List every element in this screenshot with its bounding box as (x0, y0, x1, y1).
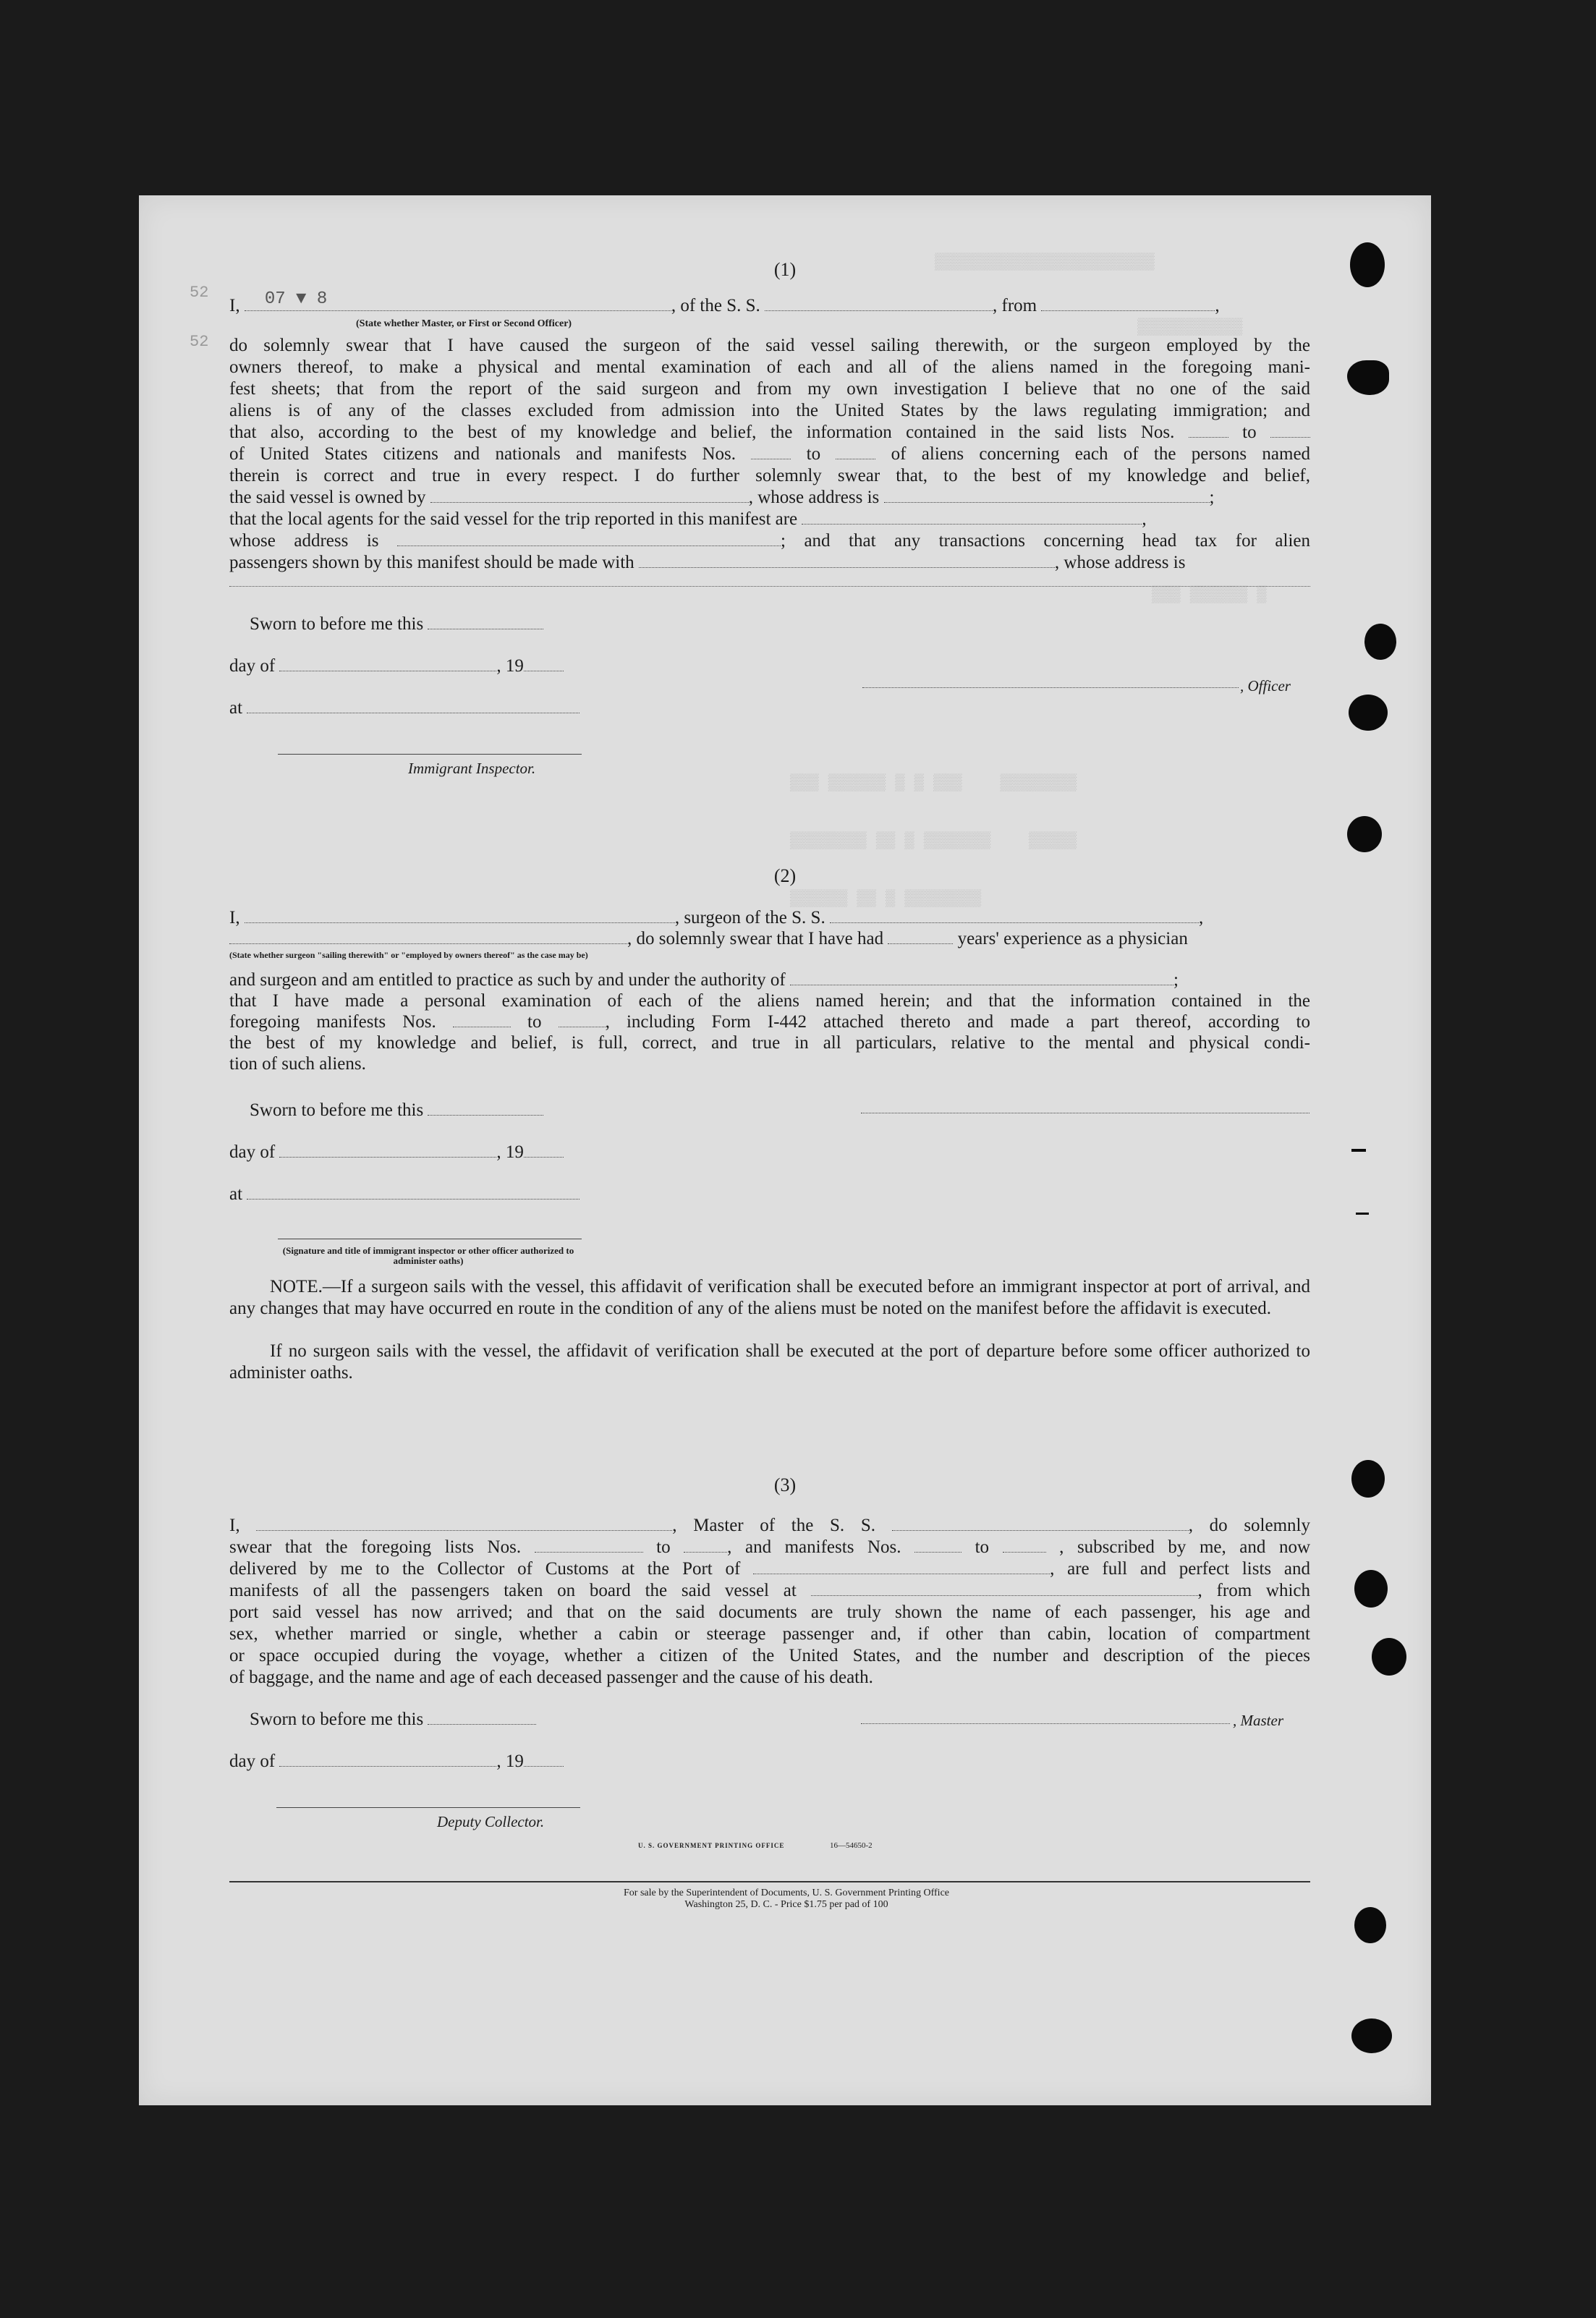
s1-line-9: the said vessel is owned by , whose address is ; (229, 488, 1215, 507)
s3-line-4: manifests of all the passengers taken on board the said vessel at , from which (229, 1581, 1310, 1600)
s1-line-11: whose address is ; and that any transactions concerning head tax for alien (229, 531, 1310, 551)
sale-line-2: Washington 25, D. C. - Price $1.75 per pad of 100 (684, 1899, 888, 1910)
s2-sworn: Sworn to before me this (250, 1100, 684, 1121)
margin-tick (1356, 1213, 1369, 1215)
s2-line-1: I, , surgeon of the S. S. , (229, 908, 1204, 927)
handwritten-mark: 07 ▼ 8 (264, 289, 328, 309)
s1-day: day of , 19 (229, 655, 663, 677)
s1-line-2: do solemnly swear that I have caused the surgeon of the said vessel sailing therewith, or the surgeon employed by the (229, 336, 1310, 355)
s1-line-8: therein is correct and true in every respect. I do further solemnly swear that, to the best of my knowledge and belief, (229, 466, 1310, 485)
s2-line-6: the best of my knowledge and belief, is full, correct, and true in all particulars, relative to the mental and physical condi- (229, 1033, 1310, 1053)
s2-line-4: that I have made a personal examination of each of the aliens named herein; and that the information contained in the (229, 991, 1310, 1011)
s3-line-5: port said vessel has now arrived; and that on the said documents are truly shown the name of each passenger, his age and (229, 1602, 1310, 1622)
s1-inspector-label: Immigrant Inspector. (408, 760, 536, 777)
footer-rule (229, 1881, 1310, 1882)
bleed-through-text: ▒▒▒ ▒▒▒▒▒▒ ▒ ▒ ▒▒▒ ▒▒▒▒▒▒▒▒ (790, 774, 1077, 792)
s1-line-3: owners thereof, to make a physical and mental examination of each and all of the aliens named in the foregoing mani- (229, 357, 1310, 377)
s1-divider-line (229, 586, 1310, 587)
margin-mark: 52 (190, 333, 209, 351)
bleed-through-text: ▒▒▒▒▒▒▒▒▒▒▒▒▒▒▒▒▒▒▒▒▒▒▒ (935, 253, 1155, 271)
bleed-through-text: ▒▒▒▒▒▒ ▒▒ ▒ ▒▒▒▒▒▒▒▒ (790, 890, 982, 908)
s1-officer-label: , Officer (1240, 677, 1291, 695)
bleed-through-text: ▒▒▒▒▒▒▒▒▒▒▒ (1137, 318, 1243, 336)
punch-hole (1349, 695, 1388, 731)
punch-hole (1354, 1570, 1388, 1608)
s2-note-2: If no surgeon sails with the vessel, the affidavit of verification shall be executed at the port of departure before some officer authorized to administer oaths. (229, 1341, 1310, 1383)
section-1-number: (1) (773, 259, 797, 280)
s2-line-5: foregoing manifests Nos. to , including Form I-442 attached thereto and made a part thereof, according to (229, 1012, 1311, 1032)
s1-line-6: that also, according to the best of my knowledge and belief, the information contained in the said lists Nos. to (229, 422, 1310, 443)
s1-line-4: fest sheets; that from the report of the said surgeon and from my own investigation I believe that no one of the said (229, 379, 1310, 399)
s3-master-line (861, 1723, 1230, 1724)
s3-line-3: delivered by me to the Collector of Customs at the Port of , are full and perfect lists and (229, 1559, 1311, 1579)
s1-line-7: of United States citizens and nationals and manifests Nos. to of aliens concerning each of the persons named (229, 444, 1311, 464)
s2-caption: (State whether surgeon "sailing therewith" or "employed by owners thereof" as the case may be) (229, 950, 588, 960)
punch-hole (1364, 624, 1396, 660)
document-page (139, 195, 1431, 2105)
s3-sworn: Sworn to before me this (250, 1709, 684, 1731)
s2-note-1: NOTE.—If a surgeon sails with the vessel, this affidavit of verification shall be executed before an immigrant inspector at port of arrival, and any changes that may have occurred en route in the condition of any of the aliens must be noted on the manifest before the affidavit is executed. (229, 1277, 1310, 1318)
punch-hole (1351, 2018, 1392, 2053)
s1-inspector-line (278, 754, 582, 755)
punch-hole (1350, 242, 1385, 287)
s1-line-5: aliens is of any of the classes excluded from admission into the United States by the laws regulating immigration; and (229, 401, 1310, 420)
punch-hole (1372, 1638, 1406, 1676)
s3-master-label: , Master (1233, 1712, 1283, 1729)
s3-line-7: or space occupied during the voyage, whether a citizen of the United States, and the number and description of the pieces (229, 1646, 1310, 1665)
s3-line-6: sex, whether married or single, whether a cabin or steerage passenger and, if other than cabin, location of compartment (229, 1624, 1310, 1644)
s1-line-12: passengers shown by this manifest should be made with , whose address is (229, 553, 1186, 572)
s2-sig-caption: (Signature and title of immigrant inspector or other officer authorized to administer oaths) (282, 1245, 574, 1266)
bleed-through-text: ▒▒▒ ▒▒▒▒▒▒ ▒ (1152, 586, 1267, 604)
s2-line-7: tion of such aliens. (229, 1054, 366, 1074)
s3-line-8: of baggage, and the name and age of each deceased passenger and the cause of his death. (229, 1668, 873, 1687)
s3-line-2: swear that the foregoing lists Nos. to , and manifests Nos. to , subscribed by me, and now (229, 1537, 1310, 1557)
s2-line-3: and surgeon and am entitled to practice as such by and under the authority of ; (229, 970, 1179, 990)
sale-line-1: For sale by the Superintendent of Documents, U. S. Government Printing Office (624, 1888, 949, 1898)
s1-at: at (229, 697, 663, 719)
section-2-number: (2) (773, 865, 797, 886)
s3-line-1: I, , Master of the S. S. , do solemnly (229, 1516, 1310, 1535)
punch-hole (1351, 1460, 1385, 1498)
s1-line-1: I, 07 ▼ 8 , of the S. S. , from , (229, 289, 1220, 315)
punch-hole (1354, 1907, 1386, 1943)
s1-officer-line (862, 687, 1239, 688)
s1-caption: (State whether Master, or First or Second Officer) (356, 318, 572, 329)
s2-day: day of , 19 (229, 1142, 663, 1163)
form-code: 16—54650-2 (830, 1841, 873, 1850)
s3-deputy-label: Deputy Collector. (437, 1813, 545, 1830)
section-3-number: (3) (773, 1474, 797, 1495)
s2-line-2: , do solemnly swear that I have had years' experience as a physician (229, 928, 1310, 950)
s1-line-10: that the local agents for the said vessel for the trip reported in this manifest are , (229, 509, 1147, 529)
s2-at: at (229, 1184, 663, 1205)
s3-deputy-line (276, 1807, 580, 1808)
s1-sworn: Sworn to before me this (250, 614, 684, 635)
gpo-imprint: U. S. GOVERNMENT PRINTING OFFICE (638, 1842, 785, 1849)
bleed-through-text: ▒▒▒▒▒▒▒▒ ▒▒ ▒ ▒▒▒▒▒▒▒ ▒▒▒▒▒ (790, 832, 1077, 850)
s3-day: day of , 19 (229, 1751, 663, 1773)
punch-hole (1347, 816, 1382, 852)
margin-tick (1351, 1149, 1366, 1152)
margin-mark: 52 (190, 284, 209, 302)
